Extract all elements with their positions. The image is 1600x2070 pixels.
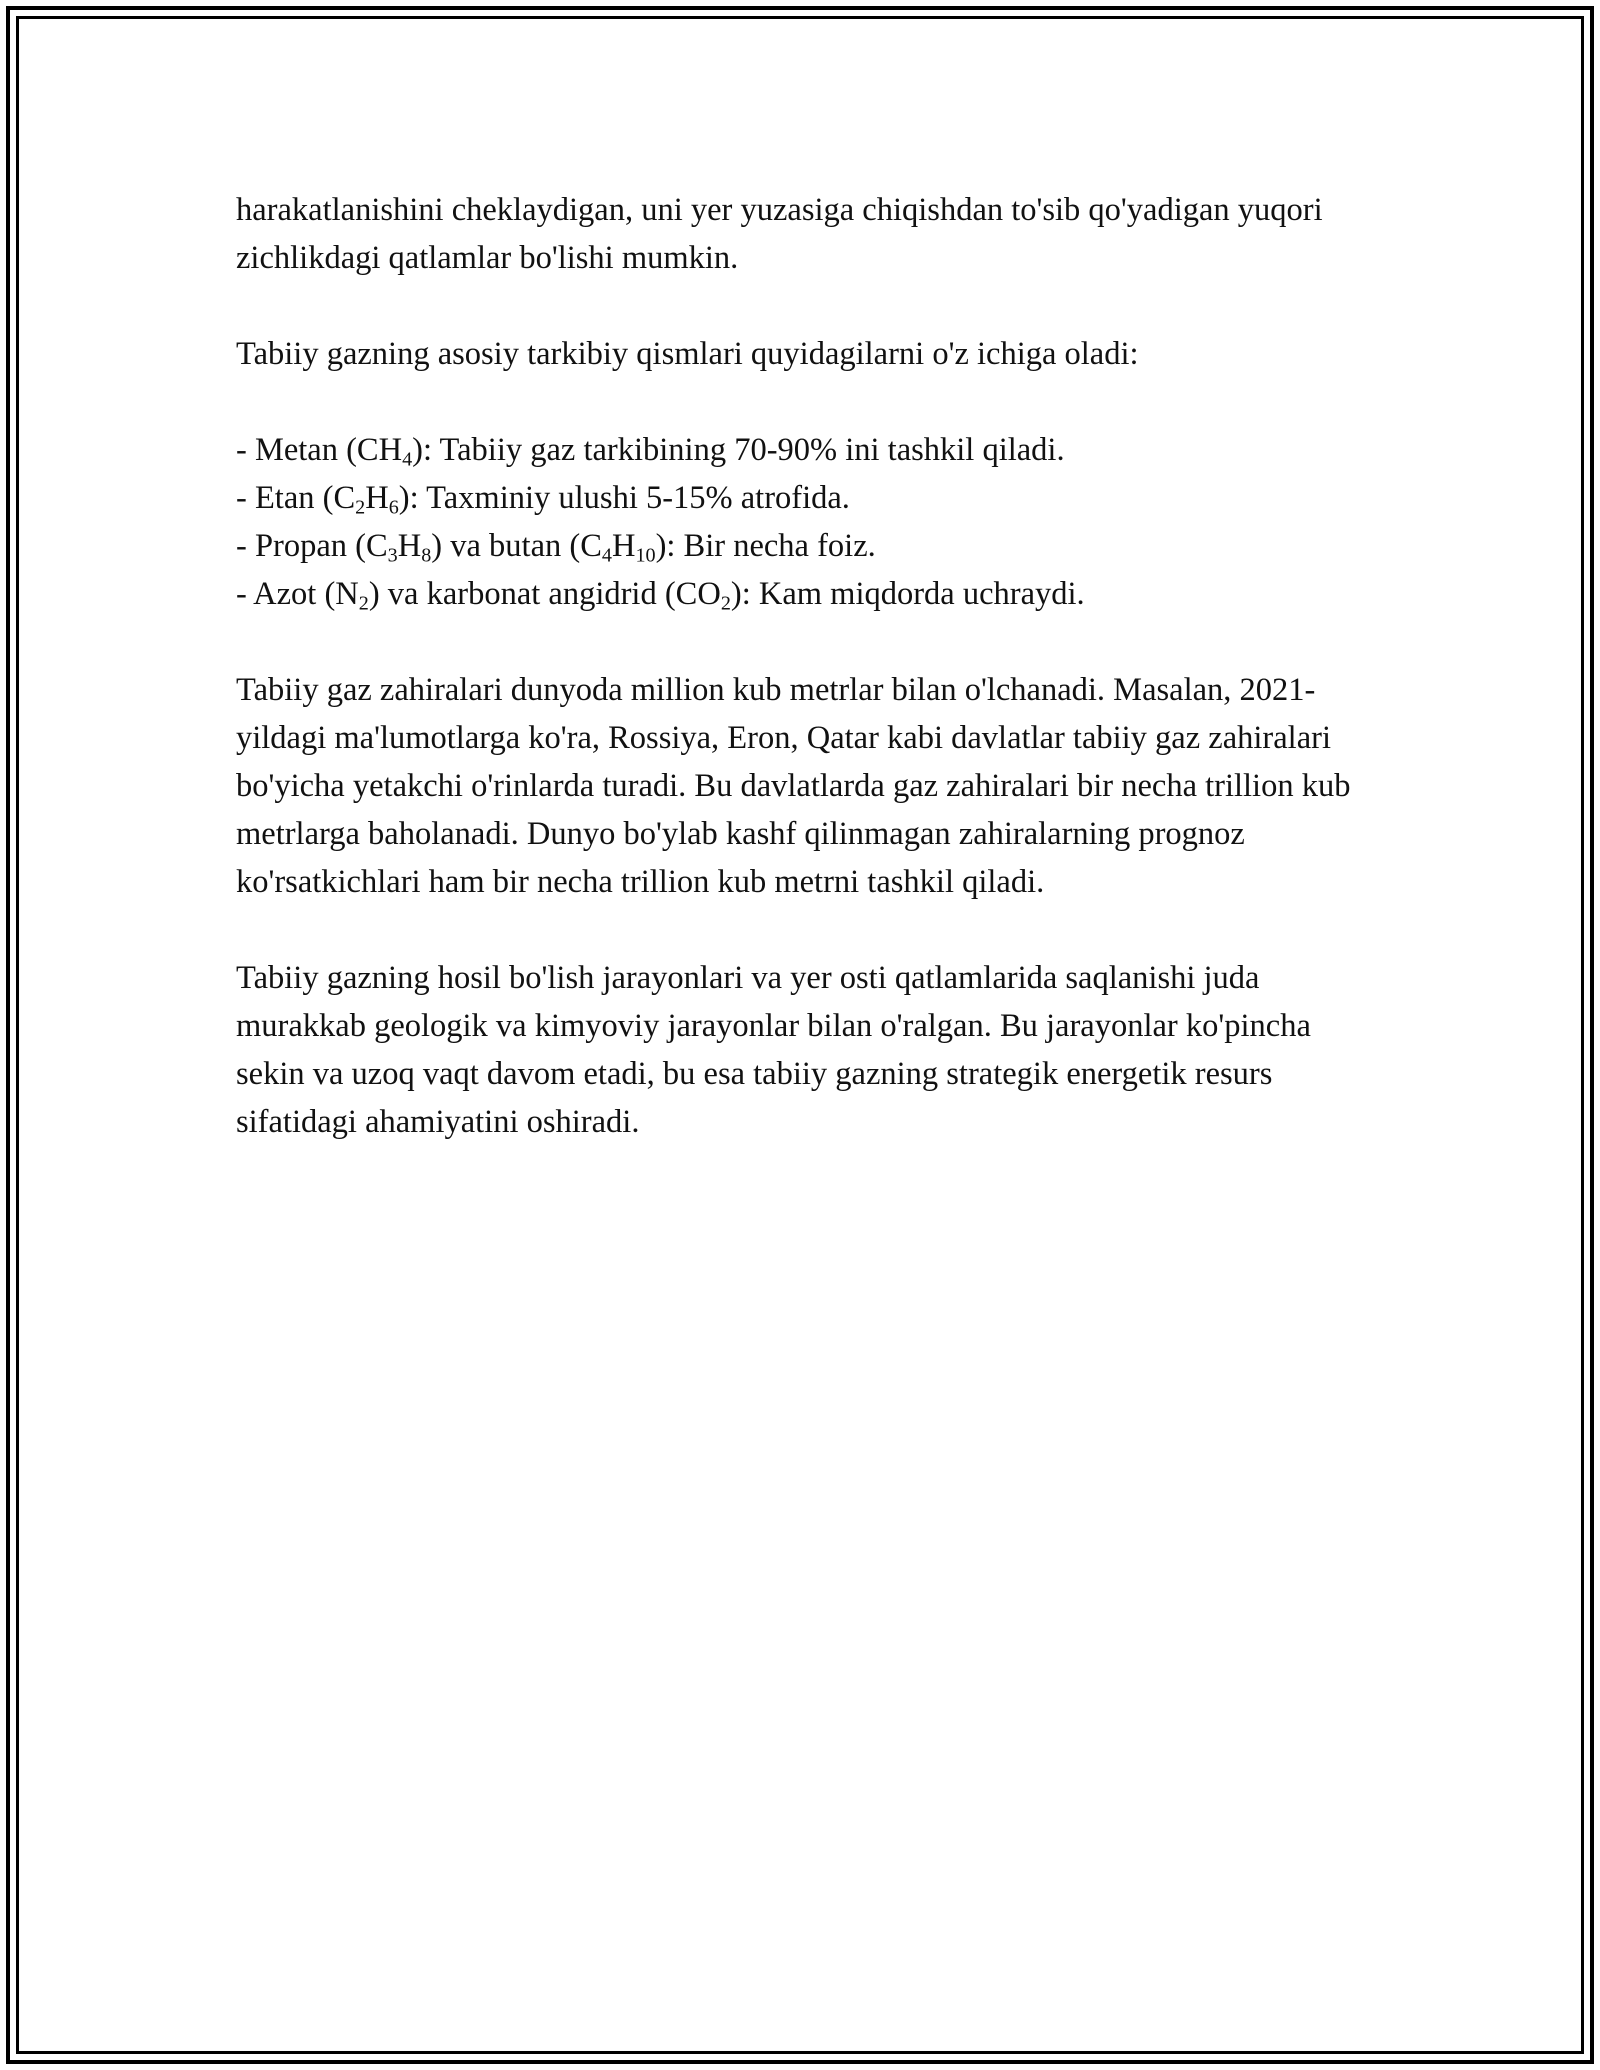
paragraph-4: Tabiiy gazning hosil bo'lish jarayonlari va yer osti qatlamlarida saqlanishi juda murakkab geologik va kimyoviy jarayonlar bilan o'ralgan. Bu jarayonlar ko'pincha sekin va uzoq vaqt davom etadi, bu esa tabiiy gazning strategik energetik resurs sifatidagi ahamiyatini oshiradi. xyxy=(236,960,1311,1140)
list-item-azot-co2 xyxy=(236,570,1376,618)
list-item-text: ) va butan (C xyxy=(431,528,602,564)
paragraph-1: harakatlanishini cheklaydigan, uni yer yuzasiga chiqishdan to'sib qo'yadigan yuqori zichlikdagi qatlamlar bo'lishi mumkin. xyxy=(236,192,1323,276)
subscript: 4 xyxy=(402,448,413,471)
subscript: 10 xyxy=(635,544,656,567)
list-item-text: - Propan (C xyxy=(236,528,388,564)
list-item-text: - Metan (CH xyxy=(236,432,403,468)
document-body xyxy=(236,186,1376,1194)
list-item-text: H xyxy=(611,528,636,564)
list-item-etan xyxy=(236,474,1376,522)
subscript: 8 xyxy=(421,544,432,567)
subscript: 3 xyxy=(387,544,398,567)
subscript: 2 xyxy=(358,592,369,615)
subscript: 6 xyxy=(388,496,399,519)
list-item-text: ): Taxminiy ulushi 5-15% atrofida. xyxy=(398,480,850,516)
list-item-text: ): Bir necha foiz. xyxy=(655,528,876,564)
paragraph-3: Tabiiy gaz zahiralari dunyoda million kub metrlar bilan o'lchanadi. Masalan, 2021-yildagi ma'lumotlarga ko'ra, Rossiya, Eron, Qatar kabi davlatlar tabiiy gaz zahiralari bo'yicha yetakchi o'rinlarda turadi. Bu davlatlarda gaz zahiralari bir necha trillion kub metrlarga baholanadi. Dunyo bo'ylab kashf qilinmagan zahiralarning prognoz ko'rsatkichlari ham bir necha trillion kub metrni tashkil qiladi. xyxy=(236,672,1351,900)
list-item-text: ) va karbonat angidrid (CO xyxy=(368,576,721,612)
subscript: 4 xyxy=(601,544,612,567)
list-item-text: H xyxy=(397,528,422,564)
list-item-text: - Azot (N xyxy=(236,576,359,612)
subscript: 2 xyxy=(355,496,366,519)
subscript: 2 xyxy=(720,592,731,615)
list-item-metan xyxy=(236,426,1376,474)
list-item-text: ): Kam miqdorda uchraydi. xyxy=(730,576,1085,612)
list-item-text: ): Tabiiy gaz tarkibining 70-90% ini tashkil qiladi. xyxy=(412,432,1065,468)
list-item-text: - Etan (C xyxy=(236,480,356,516)
list-item-text: H xyxy=(365,480,389,516)
list-item-propan-butan xyxy=(236,522,1376,570)
composition-list xyxy=(236,426,1376,618)
paragraph-2: Tabiiy gazning asosiy tarkibiy qismlari quyidagilarni o'z ichiga oladi: xyxy=(236,336,1139,372)
